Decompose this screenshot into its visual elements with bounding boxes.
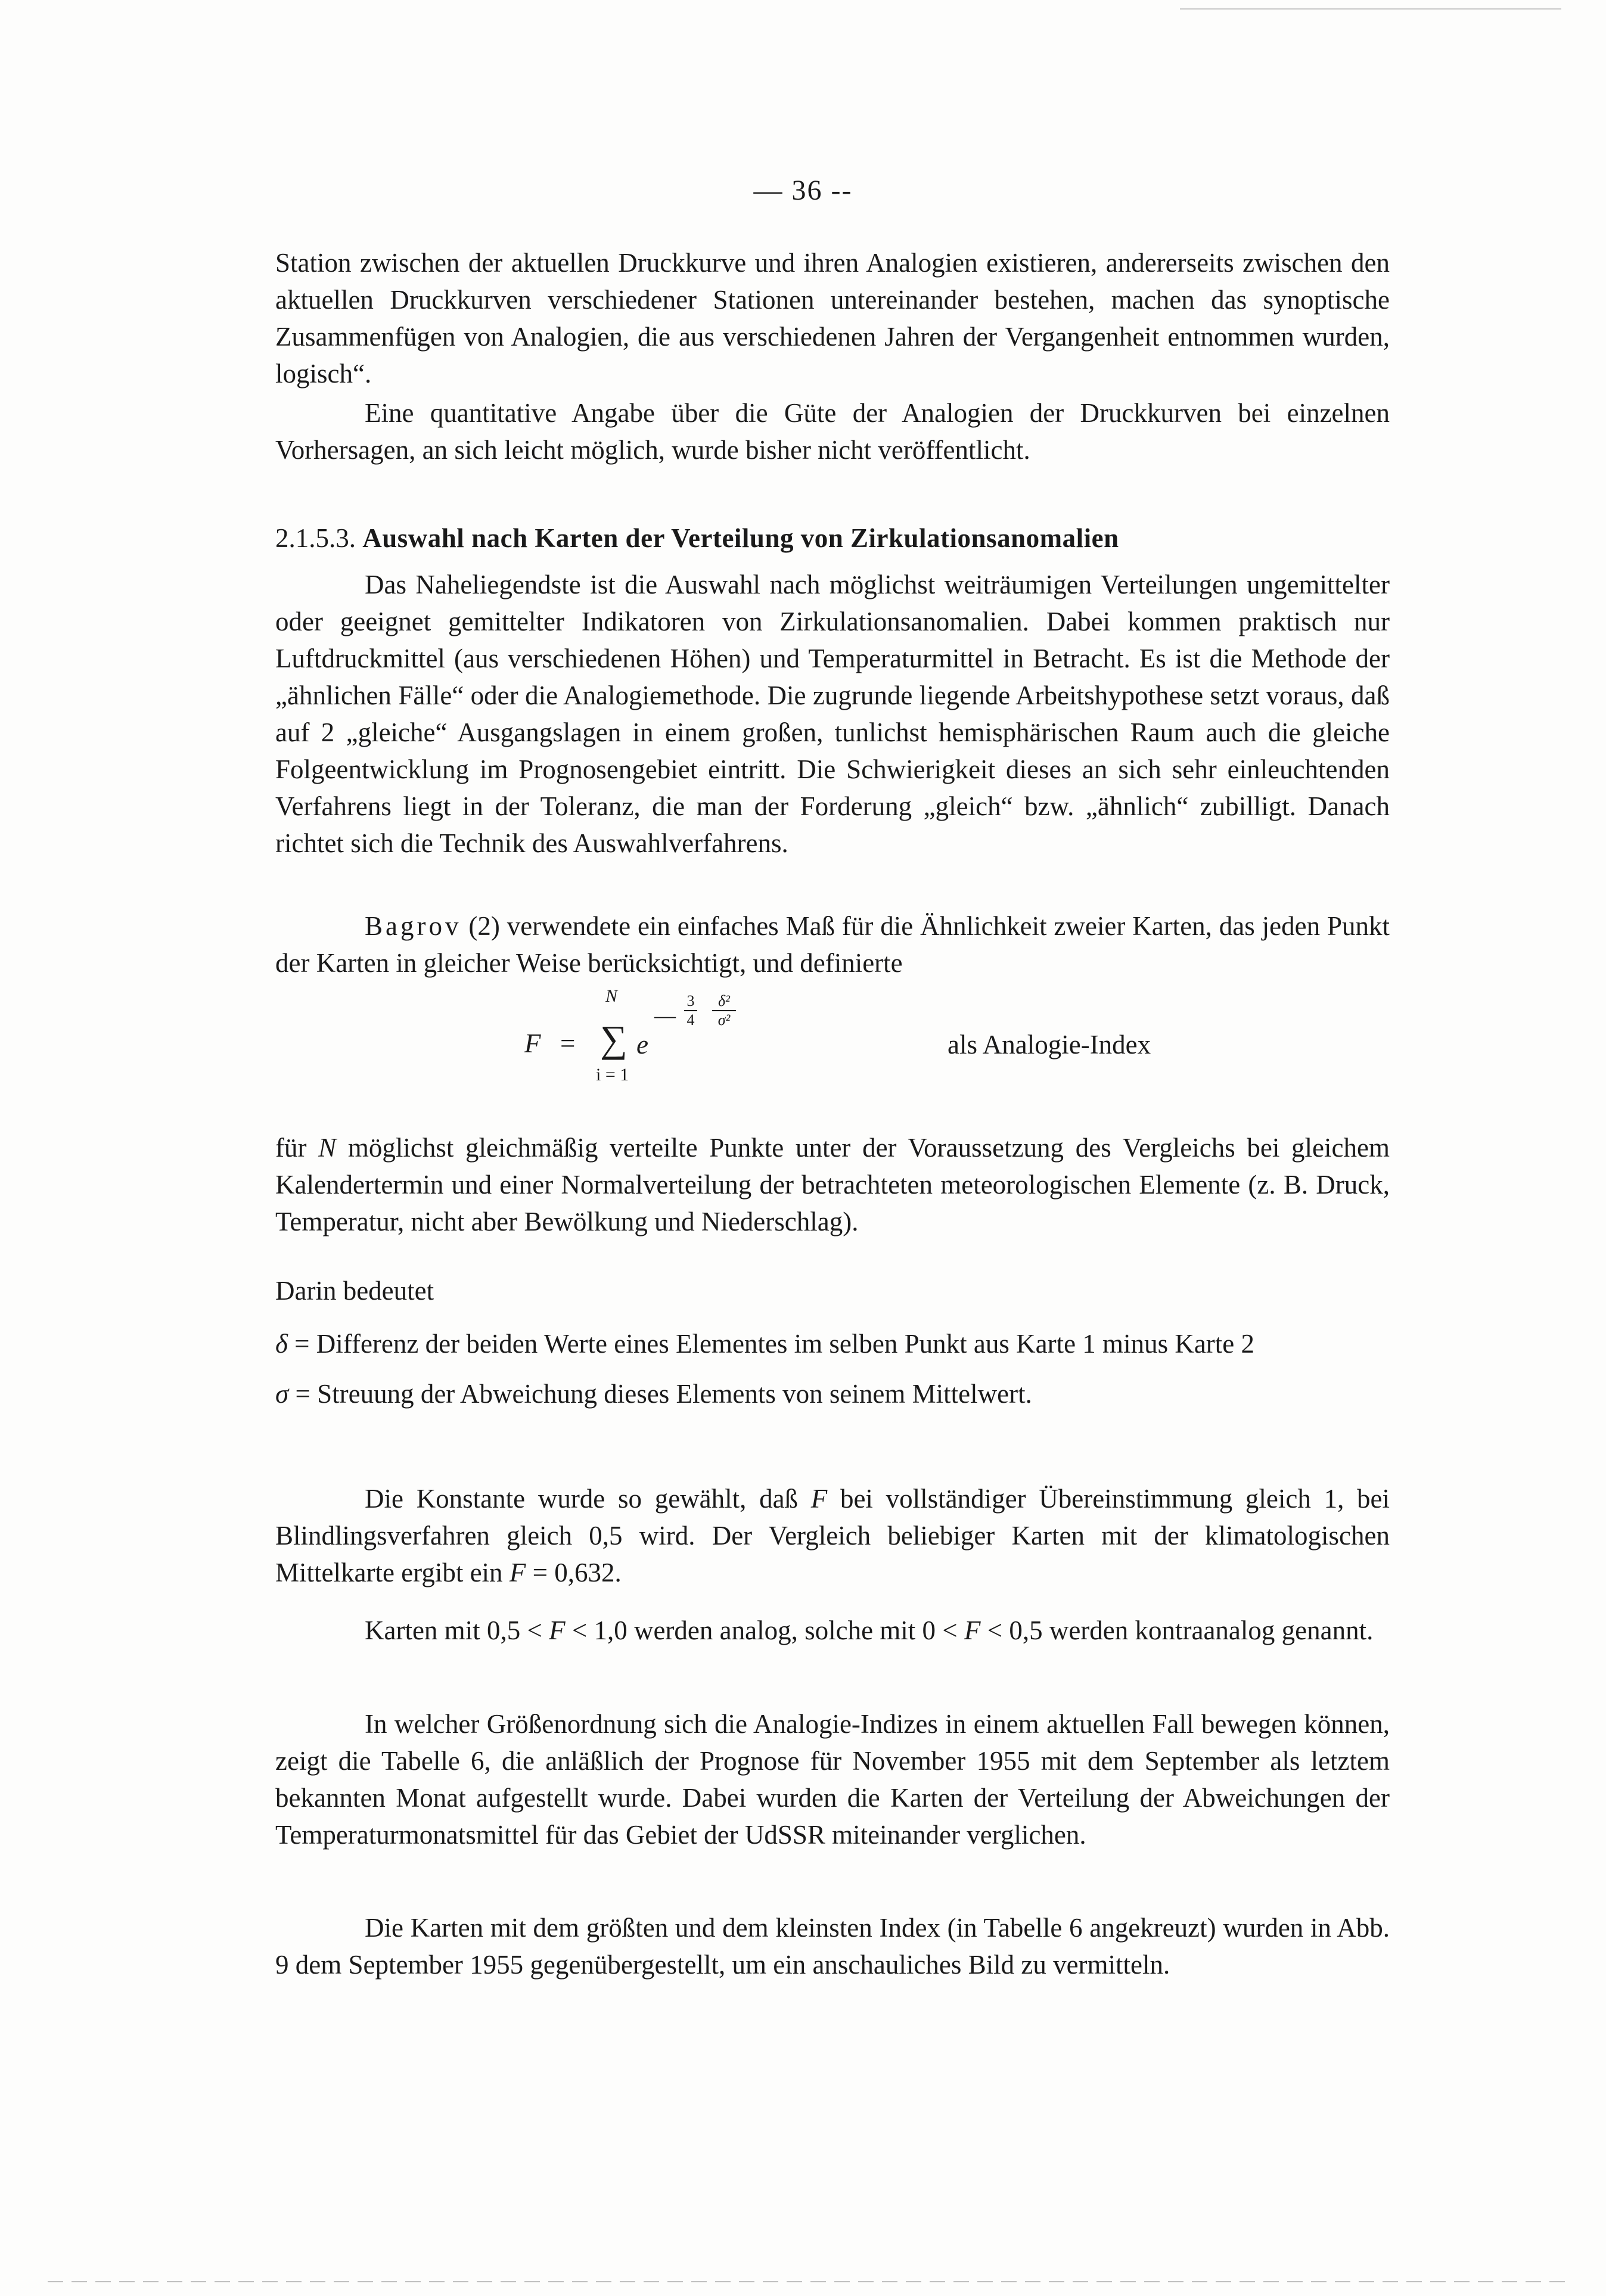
paragraph-4-text: (2) verwendete ein einfaches Maß für die Ähnlichkeit zweier Karten, das jeden Punkt der Karten in gleicher Weise berücksichtigt, und definierte	[275, 911, 1390, 978]
paragraph-constant	[275, 1480, 1390, 1591]
paragraph-1: Station zwischen der aktuellen Druckkurve und ihren Analogien existieren, andererseits zwischen den aktuellen Druckkurven verschiedener Stationen untereinander bestehen, machen das synoptische Zusammenfügen von Analogien, die aus verschiedenen Jahren der Vergangenheit entnommen wurden, logisch“.	[275, 248, 1390, 389]
definition-delta	[275, 1325, 1390, 1362]
definition-sigma-text: = Streuung der Abweichung dieses Elements von seinem Mittelwert.	[288, 1379, 1032, 1409]
paragraph-4	[275, 908, 1390, 981]
fraction-denominator: σ²	[712, 1010, 736, 1029]
definition-list	[275, 1325, 1390, 1412]
p6-c: bei vollständiger Übereinstimmung gleich 1, bei Blindlingsverfahren gleich 0,5 wird. Der Vergleich beliebiger Karten mit der klimatologischen Mittelkarte ergibt ein	[275, 1484, 1390, 1587]
symbol-delta: δ	[275, 1329, 288, 1359]
p7-a: Karten mit 0,5 <	[365, 1615, 549, 1645]
formula-base: e	[636, 1030, 648, 1060]
fraction-numerator: 3	[686, 992, 695, 1009]
paragraph-quantitative	[275, 394, 1390, 468]
section-heading	[275, 520, 1390, 557]
formula-fraction-variance	[712, 992, 736, 1029]
paragraph-analog-ranges	[275, 1612, 1390, 1649]
paragraph-5-text: möglichst gleichmäßig verteilte Punkte unter der Voraussetzung des Vergleichs bei gleichem Kalendertermin und einer Normalverteilung der betrachteten meteorologischen Elemente (z. B. Druck, Temperatur, nicht aber Bewölkung und Niederschlag).	[275, 1133, 1390, 1236]
paragraph-9: Die Karten mit dem größten und dem kleinsten Index (in Tabelle 6 angekreuzt) wurden in Abb. 9 dem September 1955 gegenübergestellt, um ein anschauliches Bild zu vermitteln.	[275, 1913, 1390, 1980]
formula-label: als Analogie-Index	[948, 1030, 1151, 1060]
paragraph-analogy-method	[275, 566, 1390, 862]
paragraph-8: In welcher Größenordnung sich die Analogie-Indizes in einem aktuellen Fall bewegen können, zeigt die Tabelle 6, die anläßlich der Prognose für November 1955 mit dem September als letztem bekannten Monat aufgestellt wurde. Dabei wurden die Karten der Verteilung der Abweichungen der Temperaturmonatsmittel für das Gebiet der UdSSR miteinander verglichen.	[275, 1709, 1390, 1850]
p6-e: = 0,632.	[526, 1558, 622, 1587]
formula-sum-symbol: ∑	[600, 1018, 628, 1060]
formula-fraction-constant	[684, 992, 697, 1029]
paragraph-continuation	[275, 244, 1390, 392]
definition-delta-text: = Differenz der beiden Werte eines Elementes im selben Punkt aus Karte 1 minus Karte 2	[287, 1329, 1255, 1359]
symbol-F: F	[549, 1615, 566, 1645]
formula-lhs: F	[524, 1029, 541, 1058]
paragraph-6	[275, 1480, 1390, 1591]
scan-bottom-edge	[48, 2281, 1573, 2282]
paragraph-figure-9	[275, 1909, 1390, 1983]
formula-equals: =	[560, 1029, 576, 1058]
paragraph-2: Eine quantitative Angabe über die Güte der Analogien der Druckkurven bei einzelnen Vorhersagen, an sich leicht möglich, wurde bisher nicht veröffentlicht.	[275, 398, 1390, 465]
p7-c: < 1,0 werden analog, solche mit 0 <	[565, 1615, 964, 1645]
formula-sum-upper: N	[605, 986, 618, 1006]
paragraph-bagrov	[275, 908, 1390, 981]
paragraph-5-pre: für	[275, 1133, 319, 1163]
definitions-intro	[275, 1272, 1390, 1309]
paragraph-table-6	[275, 1705, 1390, 1853]
symbol-F: F	[964, 1615, 981, 1645]
paragraph-5	[275, 1129, 1390, 1240]
scan-edge-line	[1180, 8, 1561, 10]
formula-sum-lower: i = 1	[596, 1065, 629, 1085]
page-number: — 36 --	[753, 175, 853, 206]
paragraph-normal-distribution	[275, 1129, 1390, 1240]
symbol-F: F	[509, 1558, 526, 1587]
author-name: Bagrov	[365, 911, 462, 941]
symbol-F: F	[810, 1484, 828, 1514]
section-title: Auswahl nach Karten der Verteilung von Zirkulationsanomalien	[362, 523, 1119, 553]
fraction-denominator: 4	[684, 1010, 697, 1029]
definition-sigma	[275, 1375, 1390, 1412]
paragraph-7	[275, 1612, 1390, 1649]
p6-a: Die Konstante wurde so gewählt, daß	[365, 1484, 811, 1514]
fraction-numerator: δ²	[718, 992, 730, 1009]
section-number: 2.1.5.3.	[275, 523, 356, 553]
darin-bedeutet: Darin bedeutet	[275, 1276, 434, 1306]
paragraph-3: Das Naheliegendste ist die Auswahl nach möglichst weiträumigen Verteilungen ungemittelter oder geeignet gemittelter Indikatoren von Zirkulationsanomalien. Dabei kommen praktisch nur Luftdruckmittel (aus verschiedenen Höhen) und Temperaturmittel in Betracht. Es ist die Methode der „ähnlichen Fälle“ oder die Analogiemethode. Die zugrunde liegende Arbeitshypothese setzt voraus, daß auf 2 „gleiche“ Ausgangslagen in einem großen, tunlichst hemisphärischen Raum auch die gleiche Folgeentwicklung im Prognosengebiet eintritt. Die Schwierigkeit dieses an sich sehr einleuchtenden Verfahrens liegt in der Toleranz, die man der Forderung „gleich“ bzw. „ähnlich“ zubilligt. Danach richtet sich die Technik des Auswahlverfahrens.	[275, 570, 1390, 858]
p7-e: < 0,5 werden kontraanalog genannt.	[980, 1615, 1374, 1645]
symbol-N: N	[318, 1133, 337, 1163]
analogy-index-formula	[524, 986, 894, 1088]
formula-minus: —	[654, 1003, 676, 1027]
symbol-sigma: σ	[275, 1379, 289, 1409]
